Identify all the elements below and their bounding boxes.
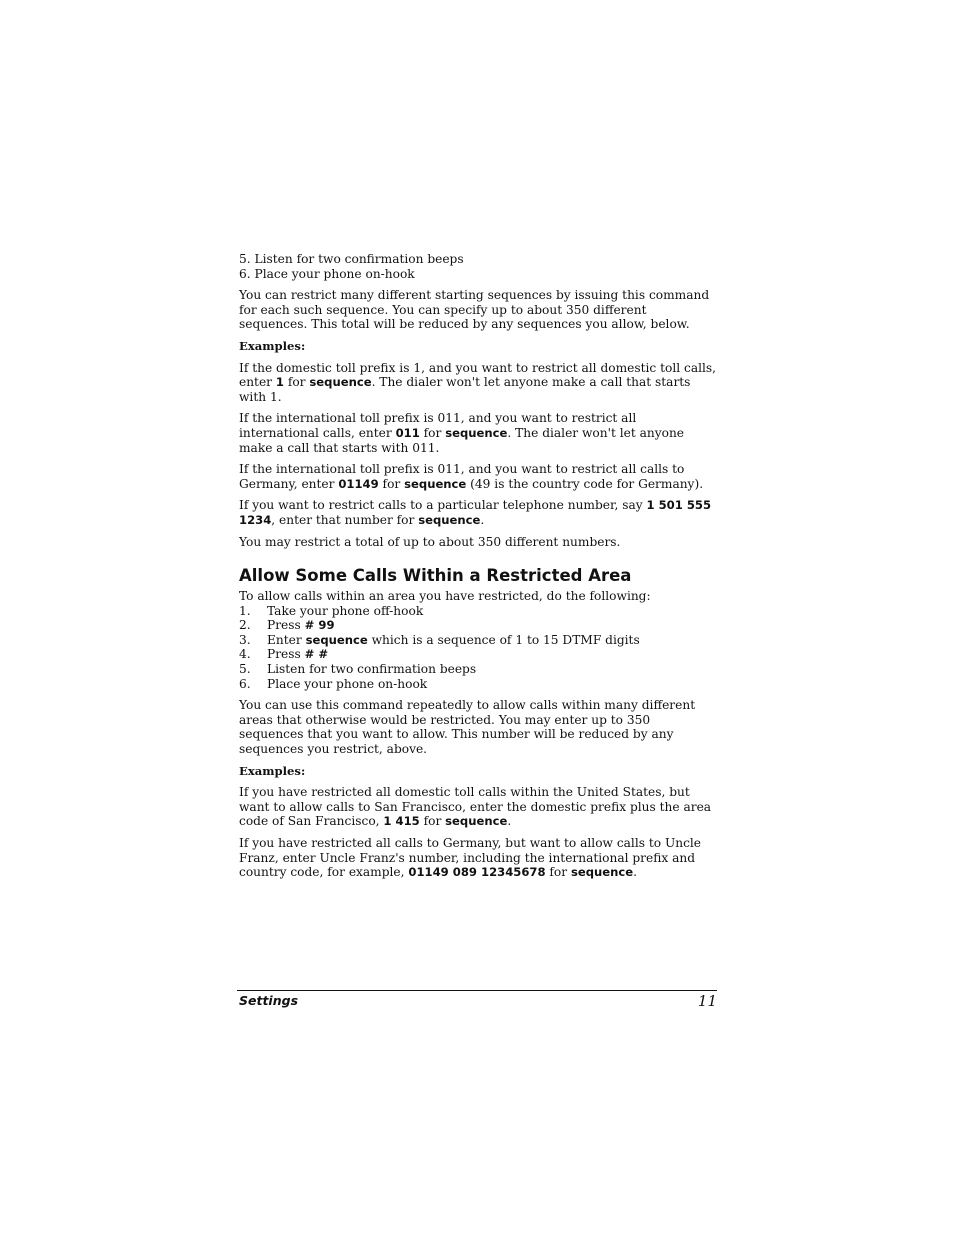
top-steps: [239, 252, 717, 281]
step-text: Take your phone off-hook: [267, 603, 424, 618]
page-number: 11: [697, 992, 717, 1010]
example-san-francisco: If you have restricted all domestic toll calls within the United States, but want to allow calls to San Francisco, enter the domestic prefix plus the area code of San Francisco, 1 415 for sequence.: [239, 785, 712, 829]
example-international: If the international toll prefix is 011, and you want to restrict all international calls, enter 011 for sequence. The dialer won't let anyone make a call that starts with 011.: [239, 411, 685, 455]
step-text: Place your phone on-hook: [267, 676, 428, 691]
step-number: 6.: [239, 676, 251, 691]
step-number: 1.: [239, 603, 251, 618]
step-text: Press # 99: [267, 618, 335, 633]
step-text: Enter sequence which is a sequence of 1 to 15 DTMF digits: [267, 632, 640, 647]
list-item: [239, 662, 717, 677]
examples-label: Examples:: [239, 763, 306, 778]
list-item: [239, 647, 717, 662]
step-text: Listen for two confirmation beeps: [267, 662, 477, 677]
step-line: 5. Listen for two confirmation beeps: [239, 252, 464, 266]
step-number: 2.: [239, 618, 251, 633]
section-heading: Allow Some Calls Within a Restricted Area: [239, 566, 632, 586]
step-number: 4.: [239, 647, 251, 662]
allow-intro: To allow calls within an area you have restricted, do the following:: [239, 589, 651, 604]
allow-steps-list: [239, 604, 717, 692]
examples-label: Examples:: [239, 338, 306, 353]
page-footer: [237, 990, 717, 1009]
list-item: [239, 677, 717, 692]
step-number: 5.: [239, 662, 251, 677]
step-text: Press # #: [267, 647, 329, 662]
restrict-intro: You can restrict many different starting sequences by issuing this command for each such sequence. You can specify up to about 350 different sequences. This total will be reduced by any sequences you allow, below.: [239, 288, 710, 332]
footer-section-title: Settings: [239, 993, 299, 1008]
example-uncle-franz: If you have restricted all calls to Germany, but want to allow calls to Uncle Franz, enter Uncle Franz's number, including the international prefix and country code, for example, 01149 089 12345678 for sequence.: [239, 836, 702, 880]
example-germany: If the international toll prefix is 011, and you want to restrict all calls to Germany, enter 01149 for sequence (49 is the country code for Germany).: [239, 462, 704, 491]
page-content: [239, 252, 717, 887]
restrict-total: You may restrict a total of up to about 350 different numbers.: [239, 534, 621, 549]
step-line: 6. Place your phone on-hook: [239, 266, 415, 281]
list-item: [239, 618, 717, 633]
step-number: 3.: [239, 632, 251, 647]
example-domestic: If the domestic toll prefix is 1, and you want to restrict all domestic toll calls, enter 1 for sequence. The dialer won't let anyone make a call that starts with 1.: [239, 360, 717, 404]
allow-paragraph: You can use this command repeatedly to allow calls within many different areas that otherwise would be restricted. You may enter up to 350 sequences that you want to allow. This number will be reduced by any sequences you restrict, above.: [239, 698, 696, 757]
list-item: [239, 633, 717, 648]
example-telephone-number: If you want to restrict calls to a particular telephone number, say 1 501 555 1234, enter that number for sequence.: [239, 498, 712, 527]
list-item: [239, 604, 717, 619]
